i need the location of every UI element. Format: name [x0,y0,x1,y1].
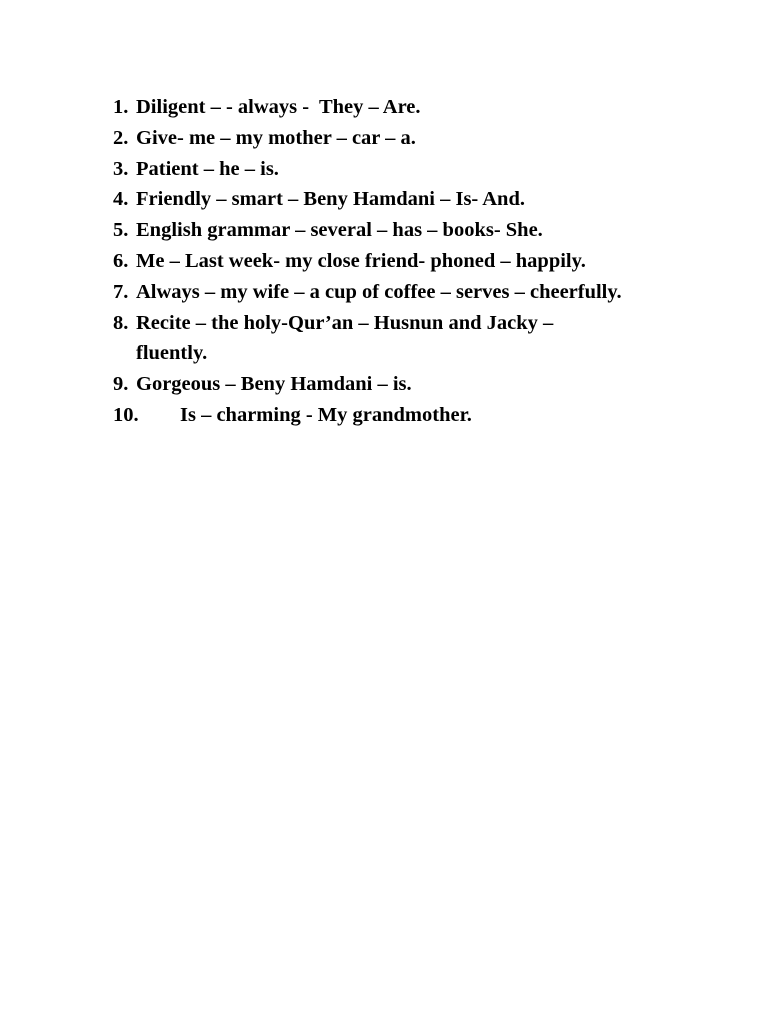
item-text: Always – my wife – a cup of coffee – serves – cheerfully. [136,280,622,303]
item-number: 9. [113,373,129,396]
list-item [113,92,733,123]
item-number: 4. [113,188,129,211]
item-number: 3. [113,157,129,180]
item-number: 6. [113,249,129,272]
list-item [113,277,733,308]
list-item [113,246,733,277]
list-item [113,215,733,246]
list-item [113,184,733,215]
item-number: 1. [113,96,129,118]
list-item [113,369,733,400]
item-number: 7. [113,280,129,303]
item-text: Gorgeous – Beny Hamdani – is. [136,373,412,396]
item-text: Is – charming - My grandmother. [180,403,472,426]
item-text: Me – Last week- my close friend- phoned – happily. [136,249,586,272]
item-number: 5. [113,219,129,242]
list-item [113,154,733,185]
list-item [113,308,733,370]
item-text: Give- me – my mother – car – a. [136,126,416,149]
item-number: 8. [113,311,129,334]
item-text: Diligent – - always - They – Are. [136,96,421,118]
item-number: 10. [113,403,139,426]
item-text: English grammar – several – has – books- She. [136,219,543,242]
list-item [113,400,733,431]
list-item [113,123,733,154]
item-text: Recite – the holy-Qur’an – Husnun and Jacky – fluently. [136,311,554,365]
item-text: Friendly – smart – Beny Hamdani – Is- And. [136,188,525,211]
exercise-list [113,92,733,431]
item-number: 2. [113,126,129,149]
item-text: Patient – he – is. [136,157,279,180]
